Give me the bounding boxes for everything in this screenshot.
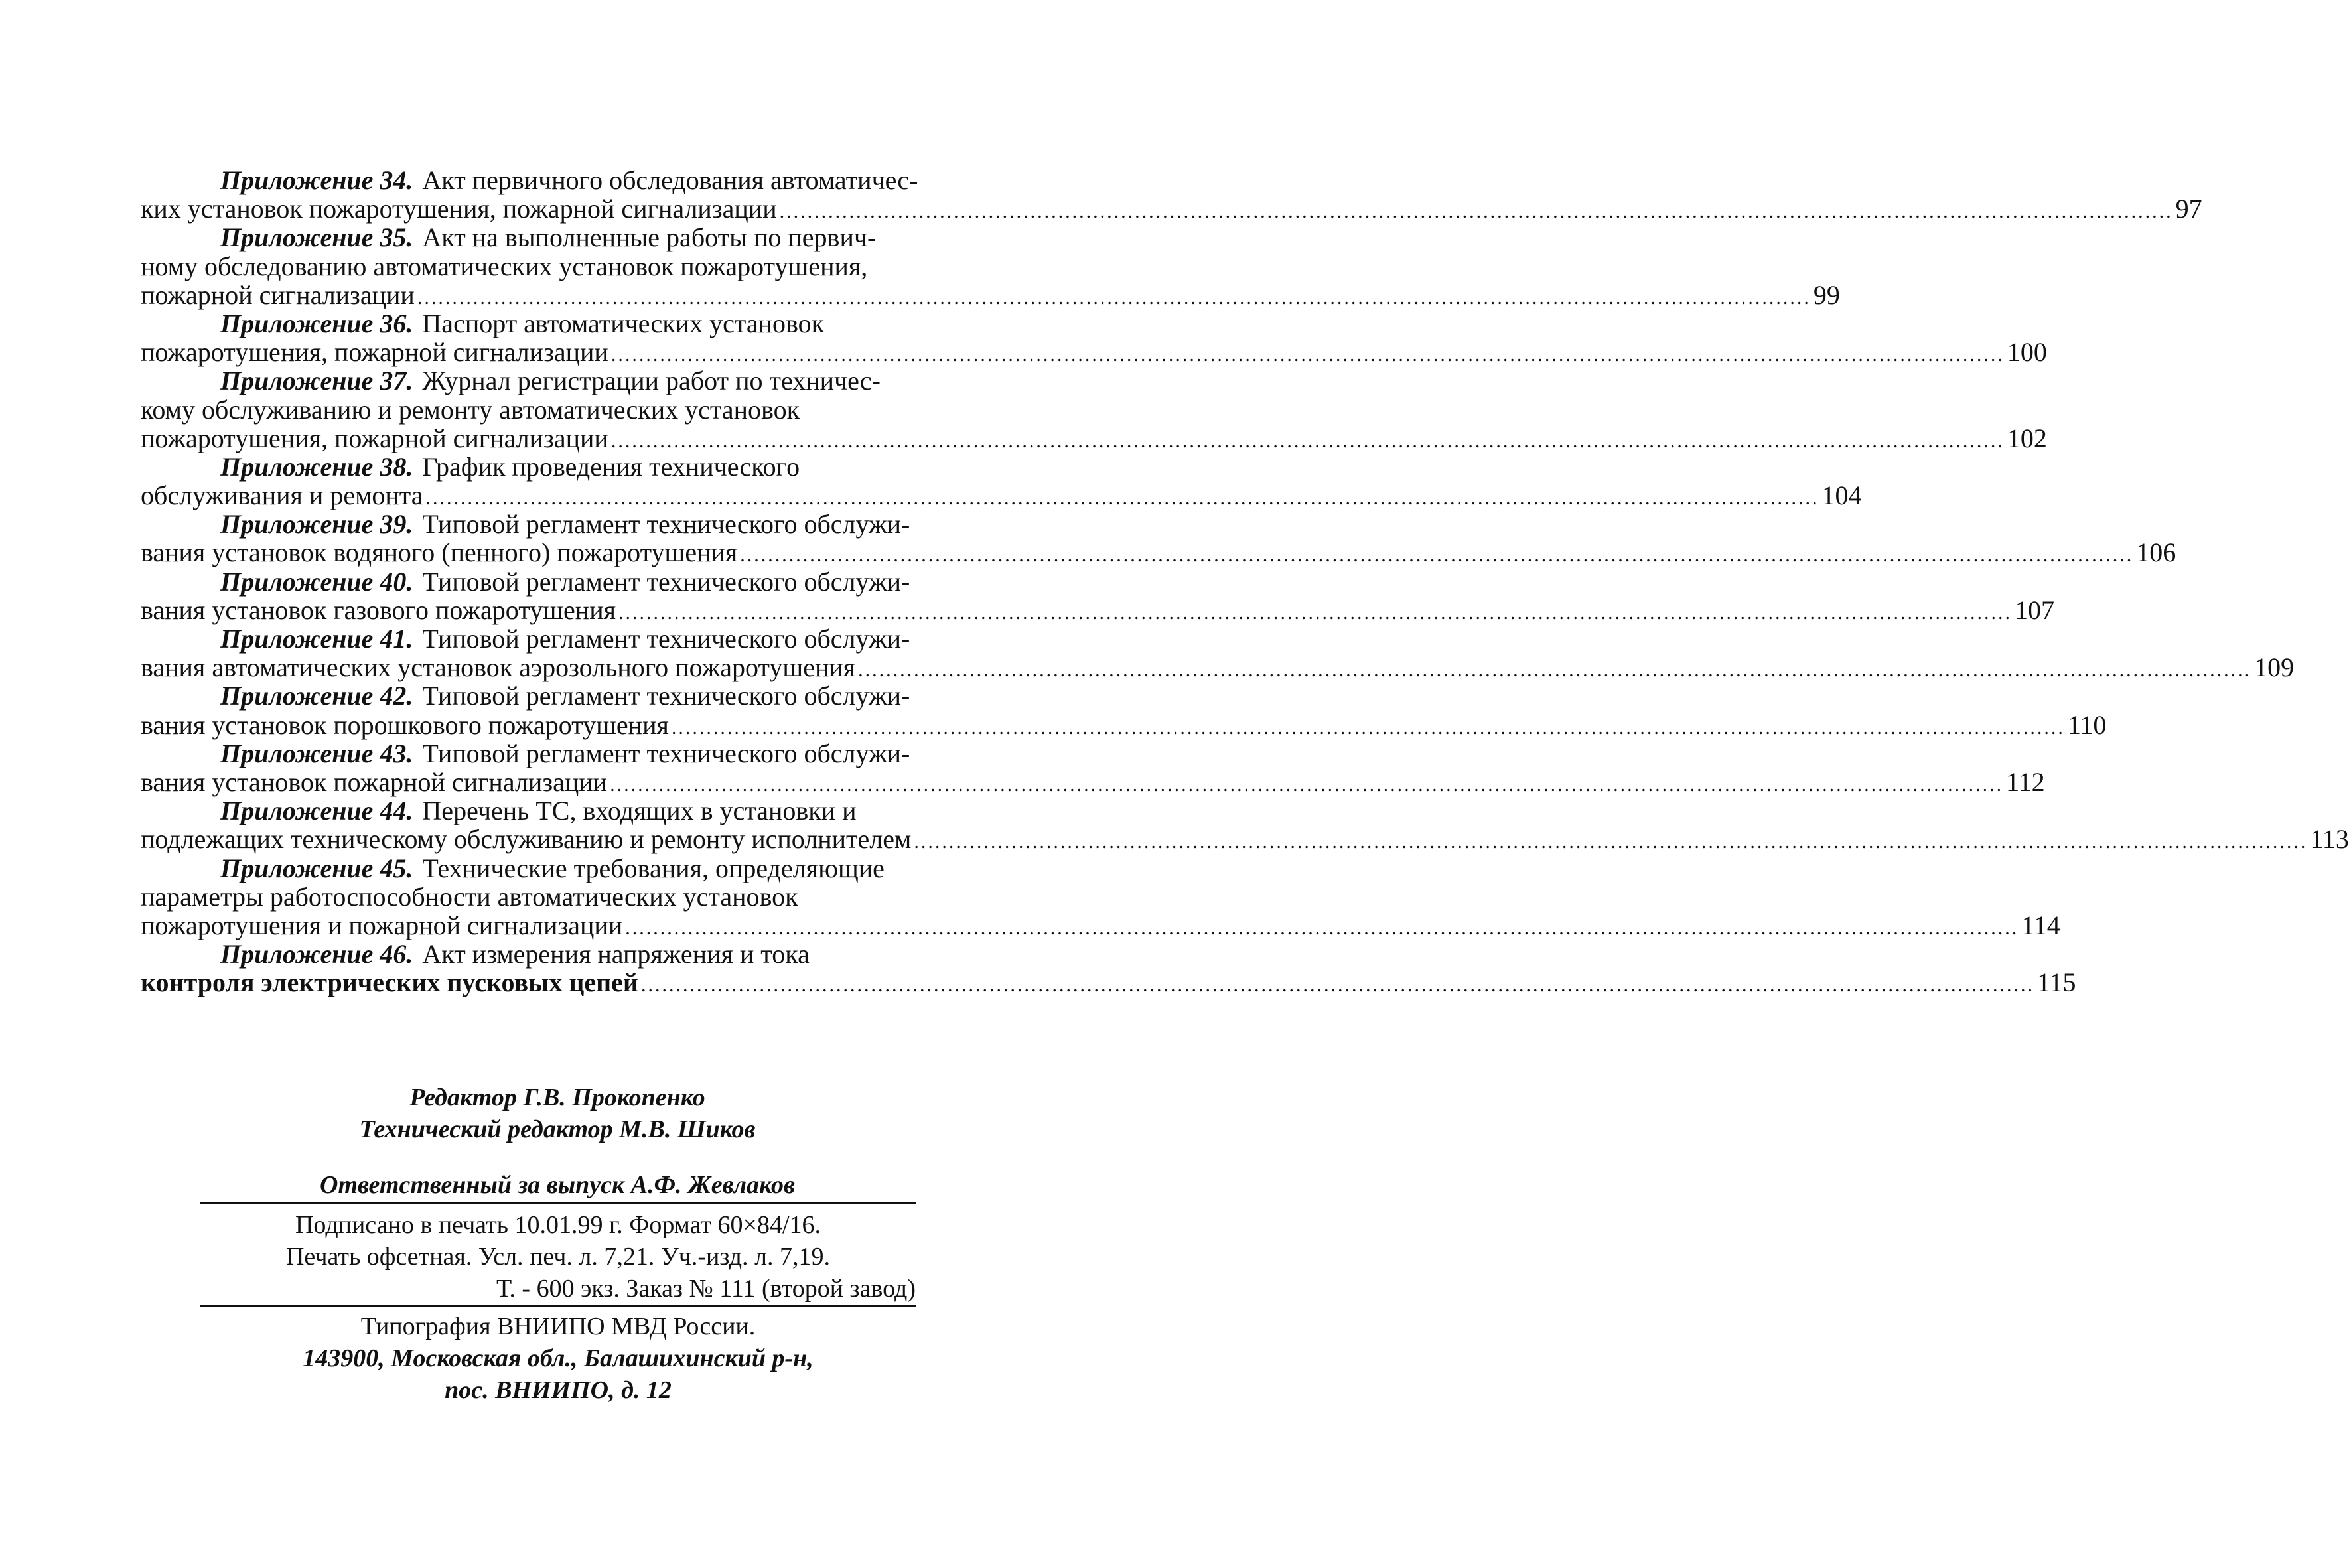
toc-entry-number: 37. — [380, 366, 413, 396]
toc-entry — [141, 308, 2047, 368]
toc-entry-text: Акт первичного обследования автоматичес- — [422, 165, 918, 195]
toc-entry — [141, 566, 2054, 625]
toc-entry-text: Типовой регламент технического обслужи- — [422, 738, 910, 768]
toc-entry-text: Типовой регламент технического обслужи- — [422, 624, 910, 654]
toc-entry-prefix: Приложение — [220, 939, 374, 969]
toc-entry — [141, 165, 2202, 224]
imprint-print-line: Печать офсетная. Усл. печ. л. 7,21. Уч.-изд. л. 7,19. — [285, 1243, 831, 1271]
dot-leader: ........................................................................................................................................................................................................ — [417, 286, 1811, 309]
toc-entry-line — [141, 194, 2202, 224]
toc-entry-page: 109 — [2254, 652, 2295, 683]
dot-leader: ........................................................................................................................................................................................................ — [671, 716, 2065, 739]
toc-entry-text: вания установок порошкового пожаротушения — [141, 709, 669, 740]
toc-entry-text: параметры работоспособности автоматических установок — [141, 881, 798, 912]
toc-entry-text: Акт измерения напряжения и тока — [422, 939, 810, 969]
toc-entry-prefix: Приложение — [220, 566, 374, 597]
toc-entry-number: 41. — [380, 624, 413, 654]
dot-leader: ........................................................................................................................................................................................................ — [425, 487, 1819, 510]
toc-entry-line — [141, 824, 2349, 855]
toc-entry-number: 43. — [380, 738, 413, 768]
toc-entry-line — [141, 423, 2047, 453]
toc-entry-text: Журнал регистрации работ по техничес- — [422, 366, 881, 396]
toc-entry-prefix: Приложение — [220, 624, 374, 654]
divider-bottom — [200, 1305, 916, 1307]
toc-entry-line — [141, 652, 2295, 683]
toc-entry-prefix: Приложение — [220, 165, 374, 195]
toc-entry-number: 38. — [380, 451, 413, 482]
printer-address-line-1: 143900, Московская обл., Балашихинский р-н, — [303, 1344, 814, 1372]
imprint-block — [200, 1209, 916, 1305]
toc-entry-line — [141, 309, 997, 338]
toc-entry-text: вания автоматических установок аэрозольного пожаротушения — [141, 652, 856, 683]
toc-entry-prefix: Приложение — [220, 366, 374, 396]
toc-entry-label — [220, 223, 413, 251]
toc-entry-label — [220, 796, 413, 825]
toc-entry-prefix: Приложение — [220, 509, 374, 539]
toc-entry — [141, 509, 2176, 568]
responsible-credit: Ответственный за выпуск А.Ф. Жевлаков — [320, 1171, 795, 1199]
imprint-order-line: Т. - 600 экз. Заказ № 111 (второй завод) — [496, 1275, 916, 1303]
toc-entry-text: кому обслуживанию и ремонту автоматических установок — [141, 394, 800, 425]
toc-entry-prefix: Приложение — [220, 222, 374, 253]
toc-entry-line — [141, 967, 2076, 998]
toc-entry-text: Перечень ТС, входящих в установки и — [422, 796, 857, 826]
toc-entry-text: контроля электрических пусковых цепей — [141, 967, 638, 998]
toc-entry-label — [220, 739, 413, 768]
toc-entry-page: 112 — [2006, 766, 2045, 797]
toc-entry-line — [141, 366, 997, 395]
toc-entry-text: Типовой регламент технического обслужи- — [422, 566, 910, 597]
toc-entry-prefix: Приложение — [220, 796, 374, 826]
toc-entry-line — [141, 537, 2176, 568]
toc-entry-line — [141, 854, 997, 883]
toc-entry-line — [141, 940, 997, 968]
toc-entry-line — [141, 567, 997, 596]
toc-entry-page: 107 — [2015, 595, 2054, 625]
toc-entry-text: вания установок водяного (пенного) пожаротушения — [141, 537, 738, 568]
toc-entry-page: 110 — [2067, 709, 2107, 740]
toc-entry-line — [141, 624, 997, 653]
dot-leader: ........................................................................................................................................................................................................ — [640, 974, 2034, 997]
toc-entry-prefix: Приложение — [220, 738, 374, 768]
dot-leader: ........................................................................................................................................................................................................ — [740, 544, 2134, 567]
toc-entry-line — [141, 166, 997, 194]
toc-entry-text: обслуживания и ремонта — [141, 480, 423, 511]
toc-entry-label — [220, 681, 413, 710]
toc-entry-page: 104 — [1821, 480, 1862, 511]
toc-entry-number: 42. — [380, 681, 413, 711]
toc-entry-page: 114 — [2021, 910, 2060, 940]
toc-entry-label — [220, 453, 413, 481]
toc-entry-text: Типовой регламент технического обслужи- — [422, 681, 910, 711]
toc-entry-line — [141, 796, 997, 825]
toc-entry-line — [141, 223, 997, 251]
toc-entry-line — [141, 395, 997, 424]
toc-entry-label — [220, 940, 413, 968]
toc-entry-line — [141, 337, 2047, 368]
toc-entry-prefix: Приложение — [220, 853, 374, 883]
toc-entry-number: 34. — [380, 165, 413, 195]
toc-entry-line — [141, 480, 1862, 511]
toc-entry-text: Паспорт автоматических установок — [422, 308, 825, 338]
toc-entry — [141, 939, 2076, 998]
toc-entry-label — [220, 366, 413, 395]
toc-entry-text: пожаротушения и пожарной сигнализации — [141, 910, 623, 940]
toc-entry-line — [141, 510, 997, 538]
toc-entry-line — [141, 681, 997, 710]
toc-entry-number: 45. — [380, 853, 413, 883]
toc-entry-label — [220, 309, 413, 338]
toc-entry-line — [141, 595, 2054, 625]
toc-entry-label — [220, 567, 413, 596]
toc-entry-text: ких установок пожаротушения, пожарной сигнализации — [141, 194, 777, 224]
toc-entry-prefix: Приложение — [220, 308, 374, 338]
toc-entry-label — [220, 166, 413, 194]
toc-entry-page: 113 — [2310, 824, 2349, 855]
dot-leader: ........................................................................................................................................................................................................ — [625, 916, 2019, 939]
dot-leader: ........................................................................................................................................................................................................ — [618, 601, 2012, 624]
toc-entry-text: пожаротушения, пожарной сигнализации — [141, 337, 608, 368]
printer-address-line-2: пос. ВНИИПО, д. 12 — [445, 1376, 672, 1404]
dot-leader: ........................................................................................................................................................................................................ — [779, 200, 2173, 223]
toc-entry-text: пожаротушения, пожарной сигнализации — [141, 423, 608, 453]
toc-entry-line — [141, 883, 997, 911]
toc-entry-label — [220, 510, 413, 538]
toc-entry-text: Типовой регламент технического обслужи- — [422, 509, 910, 539]
editor-credit: Редактор Г.В. Прокопенко — [409, 1084, 705, 1111]
toc-entry-line — [141, 739, 997, 768]
toc-entry-number: 36. — [380, 308, 413, 338]
dot-leader: ........................................................................................................................................................................................................ — [610, 429, 2005, 452]
credits-block — [199, 1082, 916, 1201]
toc-entry-page: 106 — [2136, 537, 2176, 568]
toc-entry-page: 100 — [2007, 337, 2047, 368]
toc-entry-text: ному обследованию автоматических установок пожаротушения, — [141, 251, 868, 281]
toc-entry — [141, 222, 1840, 310]
toc-entry-number: 44. — [380, 796, 413, 826]
toc-entry-text: График проведения технического — [422, 451, 800, 482]
toc-entry — [141, 366, 2047, 453]
toc-entry — [141, 853, 2060, 940]
toc-entry — [141, 681, 2107, 740]
dot-leader: ........................................................................................................................................................................................................ — [610, 344, 2005, 366]
toc-entry-text: подлежащих техническому обслуживанию и ремонту исполнителем — [141, 824, 912, 855]
toc-entry-text: вания установок газового пожаротушения — [141, 595, 616, 625]
toc-entry-text: Технические требования, определяющие — [422, 853, 885, 883]
table-of-contents — [141, 165, 2349, 998]
printer-name: Типография ВНИИПО МВД России. — [360, 1313, 756, 1340]
toc-entry-label — [220, 854, 413, 883]
dot-leader: ........................................................................................................................................................................................................ — [858, 659, 2252, 681]
technical-editor-credit: Технический редактор М.В. Шиков — [359, 1115, 756, 1143]
toc-entry-text: пожарной сигнализации — [141, 279, 415, 310]
toc-entry-number: 40. — [380, 566, 413, 597]
imprint-signed-line: Подписано в печать 10.01.99 г. Формат 60×84/16. — [295, 1211, 821, 1239]
toc-entry — [141, 624, 2295, 683]
toc-entry-line — [141, 910, 2060, 940]
divider-top — [200, 1202, 916, 1204]
toc-entry-line — [141, 453, 997, 481]
toc-entry-line — [141, 709, 2107, 740]
toc-entry-line — [141, 279, 1840, 310]
toc-entry — [141, 738, 2045, 797]
toc-entry-text: Акт на выполненные работы по первич- — [422, 222, 877, 253]
toc-entry-page: 102 — [2007, 423, 2047, 453]
toc-entry-number: 35. — [380, 222, 413, 253]
toc-entry-prefix: Приложение — [220, 681, 374, 711]
toc-entry-number: 46. — [380, 939, 413, 969]
dot-leader: ........................................................................................................................................................................................................ — [914, 831, 2308, 853]
toc-entry — [141, 451, 1862, 511]
toc-entry-page: 115 — [2036, 967, 2076, 998]
dot-leader: ........................................................................................................................................................................................................ — [610, 773, 2004, 796]
toc-entry-prefix: Приложение — [220, 451, 374, 482]
toc-entry-line — [141, 766, 2045, 797]
toc-entry-line — [141, 252, 997, 281]
toc-entry-page: 97 — [2175, 194, 2202, 224]
toc-entry-page: 99 — [1813, 279, 1840, 310]
toc-entry-text: вания установок пожарной сигнализации — [141, 766, 608, 797]
printer-block — [200, 1311, 916, 1406]
toc-entry-number: 39. — [380, 509, 413, 539]
toc-entry-label — [220, 624, 413, 653]
toc-entry — [141, 796, 2349, 855]
